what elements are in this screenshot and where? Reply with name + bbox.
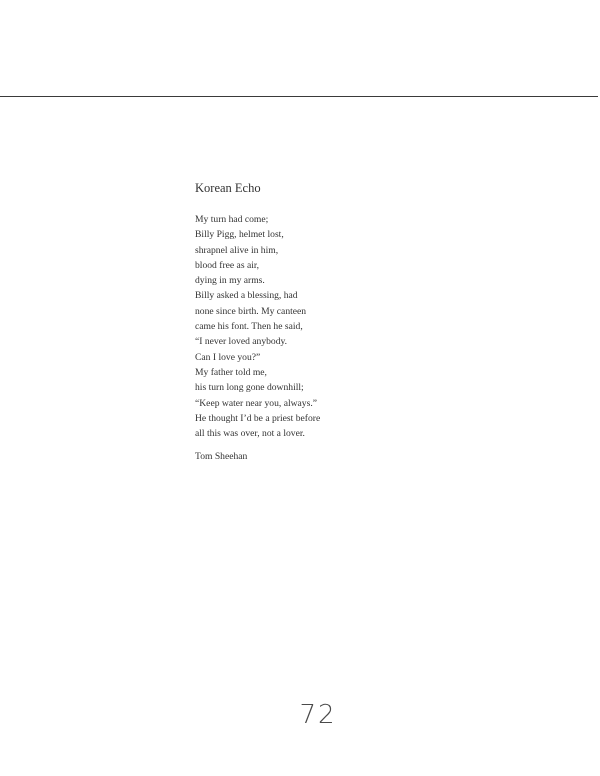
- poem-author: Tom Sheehan: [195, 451, 248, 462]
- poem-line: My turn had come;: [195, 214, 269, 225]
- poem-line: My father told me,: [195, 366, 267, 378]
- poem-line: Billy asked a blessing, had: [195, 290, 298, 302]
- poem-line: “I never loved anybody.: [195, 336, 288, 348]
- poem-line: He thought I’d be a priest before: [195, 412, 321, 424]
- poem-line: Can I love you?”: [195, 351, 261, 363]
- poem-title: Korean Echo: [195, 181, 261, 195]
- poem-line: came his font. Then he said,: [195, 321, 303, 333]
- poem-line: Billy Pigg, helmet lost,: [195, 229, 284, 241]
- poem-body: [195, 212, 320, 441]
- page-number: 72: [299, 700, 337, 730]
- header-rule: [0, 96, 598, 97]
- poem-line: dying in my arms.: [195, 275, 265, 287]
- poem-line: shrapnel alive in him,: [195, 244, 279, 256]
- poem-line: “Keep water near you, always.”: [195, 397, 317, 409]
- poem-line: all this was over, not a lover.: [195, 428, 305, 440]
- poem-line: blood free as air,: [195, 259, 260, 271]
- poem-line: his turn long gone downhill;: [195, 382, 304, 394]
- poem-line: none since birth. My canteen: [195, 305, 307, 317]
